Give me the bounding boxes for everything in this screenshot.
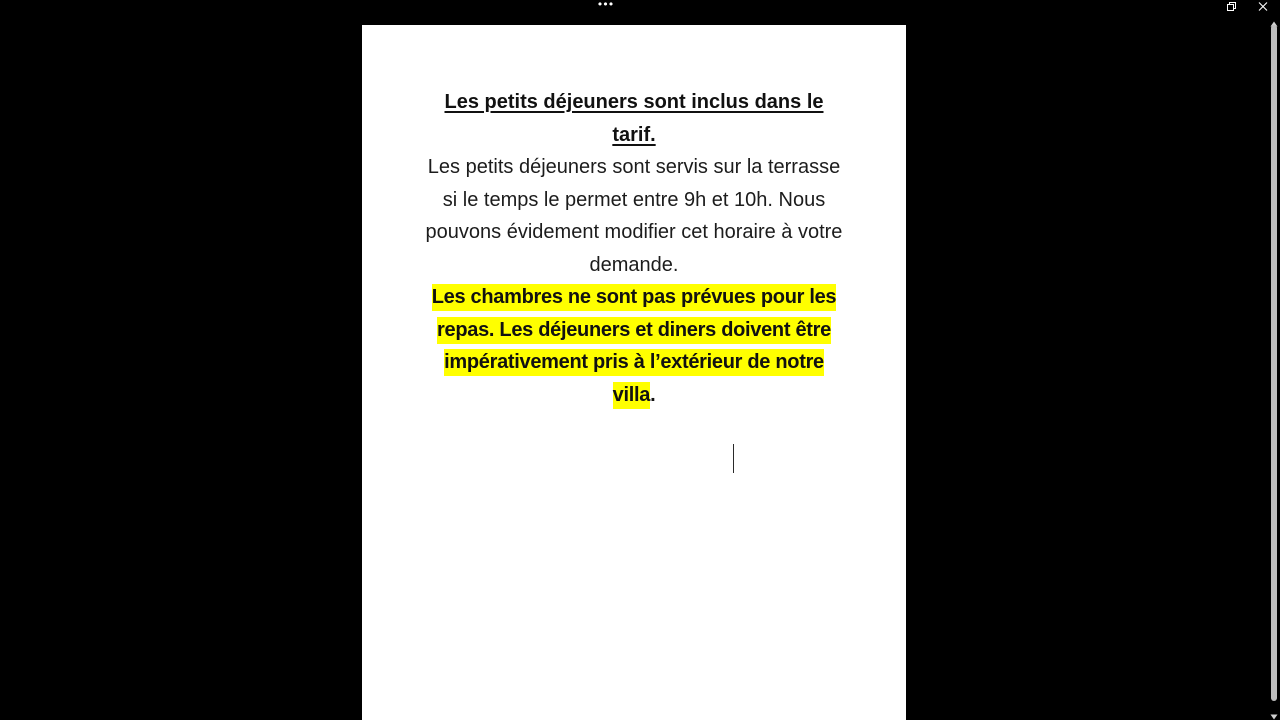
vertical-scrollbar[interactable] <box>1268 13 1280 720</box>
restore-window-button[interactable] <box>1225 1 1237 12</box>
scroll-down-button[interactable] <box>1270 708 1278 716</box>
scroll-up-button[interactable] <box>1270 15 1278 23</box>
restore-window-icon <box>1225 1 1237 12</box>
close-window-button[interactable] <box>1257 1 1269 12</box>
highlighted-text: Les chambres ne sont pas prévues pour les repas. Les déjeuners et diners doivent être impérativement pris à l’extérieur de notre villa <box>432 284 837 409</box>
triangle-down-icon <box>1270 713 1278 720</box>
meals-notice-paragraph <box>424 281 844 411</box>
text-cursor <box>733 444 734 473</box>
more-horizontal-icon: ••• <box>596 0 614 11</box>
title-bar <box>0 0 1280 13</box>
document-page[interactable] <box>362 25 906 720</box>
close-icon <box>1257 1 1269 12</box>
scrollbar-thumb[interactable] <box>1271 25 1277 701</box>
paragraph-end-punctuation: . <box>650 383 656 406</box>
document-content <box>424 86 844 411</box>
more-options-button[interactable] <box>596 0 614 12</box>
breakfast-paragraph: Les petits déjeuners sont servis sur la terrasse si le temps le permet entre 9h et 10h. Nous pouvons évidement modifier cet horaire à votre demande. <box>425 156 843 276</box>
document-heading: Les petits déjeuners sont inclus dans le tarif. <box>444 91 824 146</box>
